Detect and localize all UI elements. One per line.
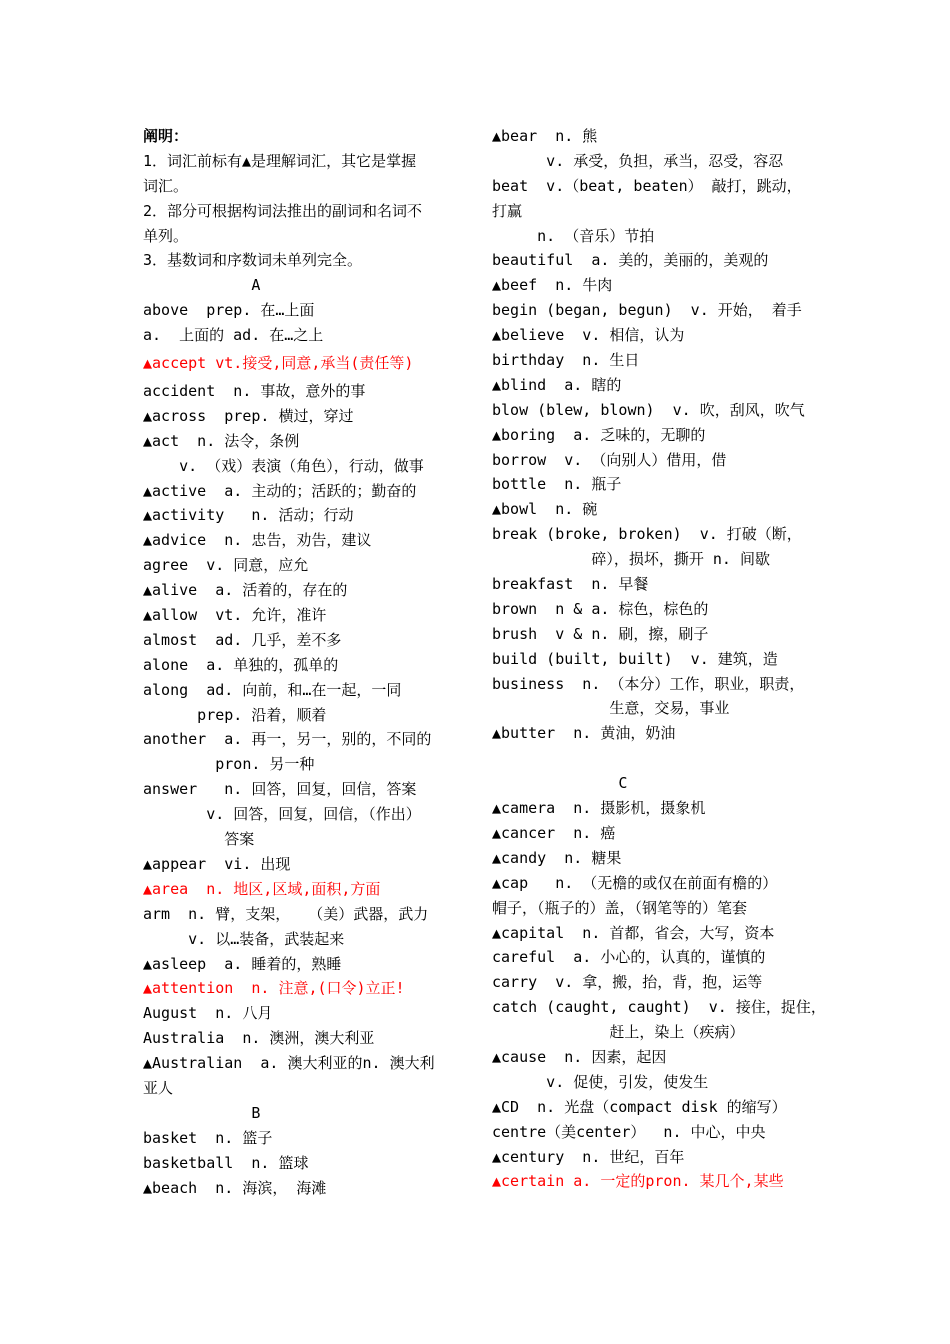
vocab-line: 1．词汇前标有▲是理解词汇，其它是掌握: [143, 151, 417, 170]
vocab-line: ▲cap n. （无檐的或仅在前面有檐的）: [492, 873, 778, 892]
vocab-line: centre（美center） n. 中心，中央: [492, 1122, 766, 1141]
vocab-line: careful a. 小心的，认真的，谨慎的: [492, 948, 766, 967]
vocab-line: another a. 再一，另一，别的，不同的: [143, 730, 432, 749]
vocab-line: ▲allow vt. 允许，准许: [143, 606, 327, 625]
vocab-line: borrow v. （向别人）借用，借: [492, 450, 727, 469]
vocab-line: ▲blind a. 瞎的: [492, 375, 622, 394]
vocab-line: v. 促使，引发，使发生: [492, 1072, 709, 1091]
vocab-line: v. （戏）表演（角色），行动，做事: [143, 456, 424, 475]
vocab-line: a. 上面的 ad. 在…之上: [143, 326, 324, 345]
vocab-line: v. 以…装备，武装起来: [143, 929, 345, 948]
vocab-line: build (built, built) v. 建筑，造: [492, 649, 778, 668]
vocab-line: accident n. 事故，意外的事: [143, 382, 366, 401]
vocab-line: ▲butter n. 黄油，奶油: [492, 724, 676, 743]
left-column: [143, 124, 465, 1200]
vocab-line: 赶上，染上（疾病）: [492, 1023, 745, 1042]
vocab-line: ▲CD n. 光盘（compact disk 的缩写）: [492, 1097, 787, 1116]
vocab-line: ▲beach n. 海滨， 海滩: [143, 1178, 327, 1197]
vocab-line: ▲century n. 世纪，百年: [492, 1147, 685, 1166]
vocab-line: ▲bear n. 熊: [492, 127, 598, 145]
vocab-line: ▲camera n. 摄影机，摄象机: [492, 799, 706, 818]
vocab-line: 2．部分可根据构词法推出的副词和名词不: [143, 201, 423, 220]
vocab-line: bottle n. 瓶子: [492, 475, 622, 494]
vocab-line: blow (blew, blown) v. 吹，刮风，吹气: [492, 400, 805, 419]
vocab-line: A: [143, 276, 261, 295]
vocab-line: ▲active a. 主动的；活跃的；勤奋的: [143, 481, 417, 500]
vocab-line: v. 承受，负担，承当，忍受，容忍: [492, 151, 784, 170]
vocab-line: ▲believe v. 相信，认为: [492, 326, 685, 345]
vocab-line: ▲certain a. 一定的pron. 某几个,某些: [492, 1172, 784, 1191]
vocab-line: 打赢: [492, 201, 523, 220]
vocab-line: ▲Australian a. 澳大利亚的n. 澳大利: [143, 1054, 435, 1073]
vocab-line: prep. 沿着，顺着: [143, 705, 327, 724]
vocab-line: brown n & a. 棕色，棕色的: [492, 599, 709, 618]
vocab-line: Australia n. 澳洲，澳大利亚: [143, 1029, 375, 1048]
vocab-line: 答案: [143, 830, 255, 849]
vocab-line: 单列。: [143, 226, 189, 245]
vocab-line: 词汇。: [143, 176, 189, 195]
vocab-line: ▲alive a. 活着的，存在的: [143, 581, 348, 600]
vocab-line: begin (began, begun) v. 开始， 着手: [492, 301, 802, 320]
vocab-line: B: [143, 1103, 261, 1122]
vocab-line: ▲accept vt.接受,同意,承当(责任等): [143, 354, 414, 373]
vocab-line: brush v & n. 刷，擦，刷子: [492, 624, 709, 643]
vocab-line: alone a. 单独的，孤单的: [143, 655, 339, 674]
vocab-line: 亚人: [143, 1078, 174, 1097]
vocab-line: beat v.（beat, beaten） 敲打，跳动，: [492, 176, 802, 195]
vocab-line: C: [492, 774, 628, 793]
vocab-line: ▲across prep. 横过，穿过: [143, 406, 354, 425]
vocab-line: ▲cause n. 因素，起因: [492, 1047, 667, 1066]
vocab-line: n. （音乐）节拍: [492, 226, 655, 245]
vocab-line: ▲capital n. 首都，省会，大写，资本: [492, 923, 775, 942]
vocab-line: above prep. 在…上面: [143, 301, 315, 320]
vocab-line: ▲beef n. 牛肉: [492, 276, 613, 295]
vocab-line: basketball n. 篮球: [143, 1153, 309, 1172]
vocab-line: ▲attention n. 注意,(口令)立正!: [143, 979, 405, 998]
vocab-line: ▲appear vi. 出现: [143, 854, 291, 873]
vocab-line: ▲asleep a. 睡着的，熟睡: [143, 954, 342, 973]
vocab-line: 阐明：: [143, 127, 189, 145]
vocab-line: ▲advice n. 忠告，劝告，建议: [143, 531, 372, 550]
vocab-line: agree v. 同意，应允: [143, 556, 309, 575]
vocab-line: 3．基数词和序数词未单列完全。: [143, 251, 363, 270]
vocab-line: ▲candy n. 糖果: [492, 848, 622, 867]
vocab-line: [492, 746, 827, 771]
vocab-line: ▲area n. 地区,区域,面积,方面: [143, 879, 381, 898]
vocab-line: 帽子，（瓶子的）盖，（钢笔等的）笔套: [492, 898, 748, 917]
vocab-line: birthday n. 生日: [492, 351, 640, 370]
vocab-line: catch (caught, caught) v. 接住，捉住，: [492, 998, 826, 1017]
vocab-line: v. 回答，回复，回信，（作出）: [143, 805, 421, 824]
vocab-line: almost ad. 几乎，差不多: [143, 630, 342, 649]
vocab-line: carry v. 拿，搬，抬，背，抱，运等: [492, 973, 763, 992]
vocab-line: ▲boring a. 乏味的，无聊的: [492, 425, 706, 444]
right-column: [492, 124, 827, 1194]
vocab-line: beautiful a. 美的，美丽的，美观的: [492, 251, 769, 270]
vocab-line: business n. （本分）工作，职业，职责，: [492, 674, 805, 693]
vocab-line: ▲activity n. 活动；行动: [143, 506, 354, 525]
vocab-line: 碎），损坏，撕开 n. 间歇: [492, 550, 770, 569]
vocab-line: along ad. 向前，和…在一起，一同: [143, 680, 402, 699]
vocab-line: ▲act n. 法令，条例: [143, 431, 300, 450]
vocab-line: ▲bowl n. 碗: [492, 500, 598, 519]
vocab-line: basket n. 篮子: [143, 1128, 273, 1147]
vocab-line: 生意，交易，事业: [492, 699, 730, 718]
vocab-line: ▲cancer n. 癌: [492, 823, 616, 842]
vocab-line: pron. 另一种: [143, 755, 315, 774]
vocab-line: August n. 八月: [143, 1004, 273, 1023]
vocab-line: break (broke, broken) v. 打破（断，: [492, 525, 802, 544]
vocab-line: answer n. 回答，回复，回信，答案: [143, 780, 417, 799]
vocab-line: breakfast n. 早餐: [492, 575, 649, 594]
vocab-line: arm n. 臂，支架， （美）武器，武力: [143, 904, 429, 923]
